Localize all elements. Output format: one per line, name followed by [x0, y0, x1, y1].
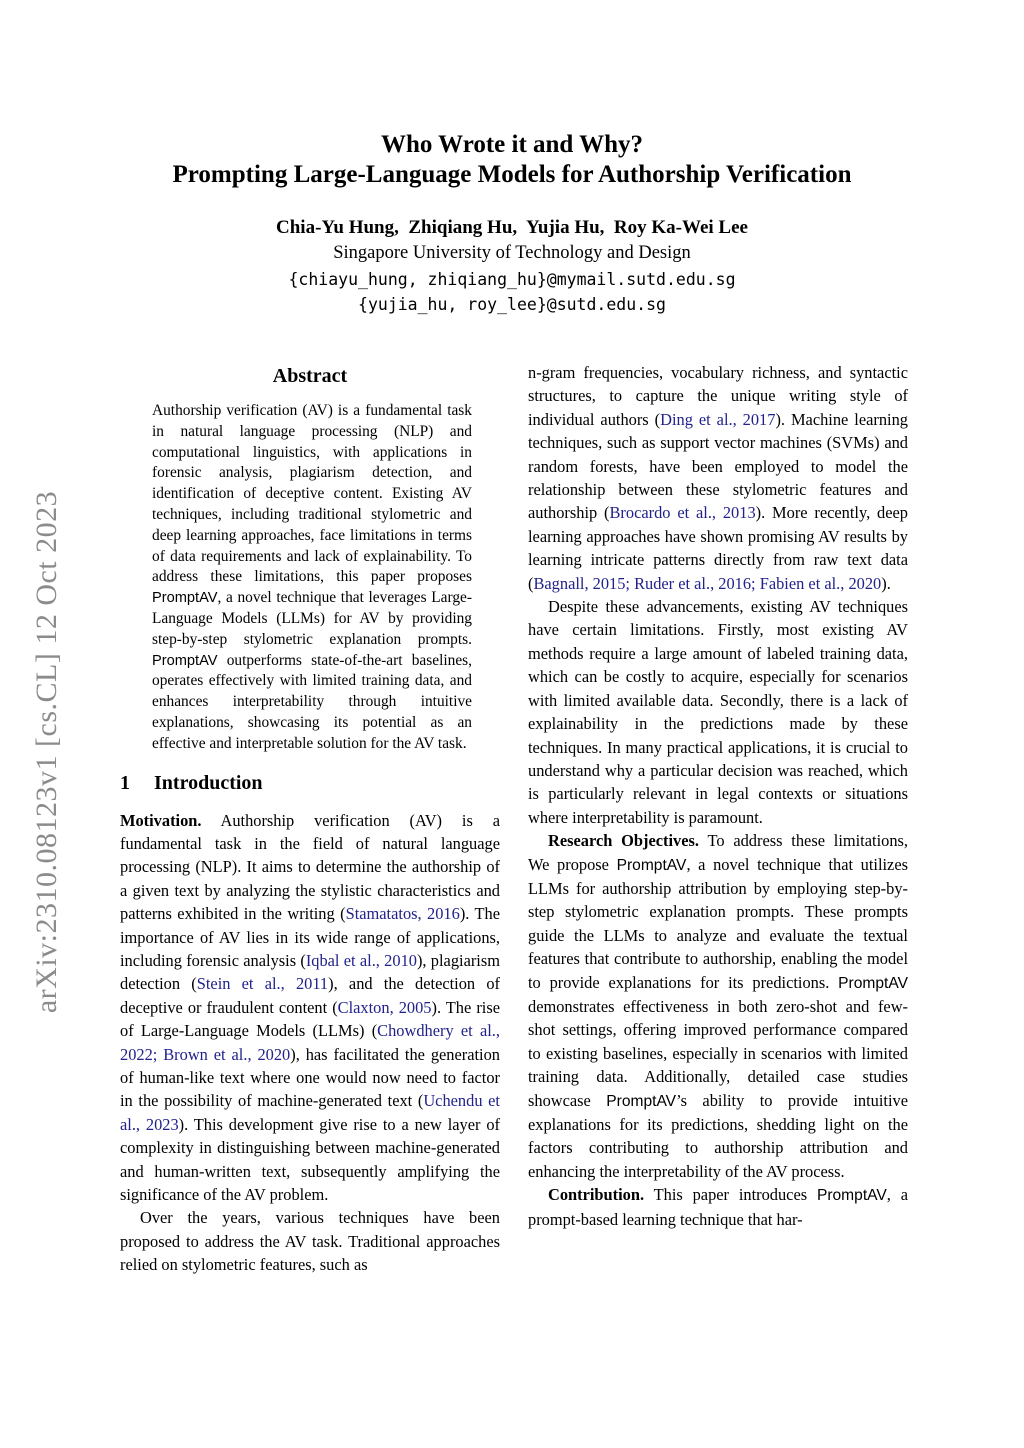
arxiv-watermark: arXiv:2310.08123v1 [cs.CL] 12 Oct 2023 [30, 490, 63, 1014]
affiliation-line: Singapore University of Technology and Design [333, 243, 691, 263]
text-run: ). The importance of AV lies in its wide range of applications, including forensic analysis ( [120, 904, 500, 970]
paper-title-line-1: Who Wrote it and Why? [380, 131, 644, 158]
text-run: This paper introduces [644, 1185, 817, 1205]
text-run: , a novel technique that utilizes LLMs for authorship attribution by employing step-by-step stylometric explanation prompts. These prompts guide the LLMs to analyze and evaluate the textual features that contribute to authorship, enabling the model to provide explanations for its predictions. [528, 854, 908, 992]
paper-title-line-2: Prompting Large-Language Models for Authorship Verification [172, 161, 852, 188]
citation-link[interactable]: Chowdhery et al., 2022; Brown et al., 2020 [120, 1021, 500, 1064]
citation-link[interactable]: Stein et al., 2011 [196, 974, 329, 994]
text-run: n-gram frequencies, vocabulary richness, and syntactic structures, to capture the unique writing style of individual authors ( [528, 363, 908, 429]
text-run: , a novel technique that leverages Large-Language Models (LLMs) for AV by providing step-by-step stylometric explanation prompts. [152, 589, 472, 648]
abstract-heading: Abstract [272, 365, 348, 387]
text-run: ), has facilitated the generation of human-like text where one would now need to factor in the possibility of machine-generated text ( [120, 1044, 500, 1111]
paragraph-research-objectives [528, 829, 908, 1183]
section-heading-introduction [120, 772, 500, 795]
run-in-heading: Contribution. [548, 1185, 645, 1205]
text-run: outperforms state-of-the-art baselines, operates effectively with limited training data, and enhances interpretability through intuitive explanations, showcasing its potential as an effective and interpretable solution for the AV task. [152, 651, 472, 752]
email-line-1: {chiayu_hung, zhiqiang_hu}@mymail.sutd.edu.sg [288, 270, 736, 289]
text-run: , a prompt-based learning technique that har- [528, 1185, 908, 1229]
section-title: Introduction [154, 771, 263, 794]
text-run: ). [881, 573, 891, 593]
system-name: PromptAV [838, 974, 908, 992]
text-run: ), plagiarism detection ( [120, 950, 500, 994]
text-run: demonstrates effectiveness in both zero-shot and few-shot settings, offering improved performance compared to existing baselines, especially in scenarios with limited training data. Additionally, detailed case studies showcase [528, 996, 908, 1110]
text-run: Despite these advancements, existing AV techniques have certain limitations. Firstly, most existing AV methods require a large amount of labeled training data, which can be costly to acquire, especially for scenarios with limited available data. Secondly, there is a lack of explainability in the predictions made by these techniques. In many practical applications, it is crucial to understand why a particular decision was reached, which is particularly relevant in legal contexts or situations where interpretability is paramount. [528, 597, 908, 827]
citation-link[interactable]: Brocardo et al., 2013 [609, 503, 756, 523]
text-run: Authorship verification (AV) is a fundamental task in the field of natural language processing (NLP). It aims to determine the authorship of a given text by analyzing the stylistic characteristics and patterns exhibited in the writing ( [120, 810, 500, 924]
email-line-2: {yujia_hu, roy_lee}@sutd.edu.sg [358, 295, 666, 314]
paragraph [528, 595, 908, 829]
run-in-heading: Research Objectives. [548, 831, 699, 851]
citation-link[interactable]: Uchendu et al., 2023 [120, 1091, 500, 1134]
citation-link[interactable]: Bagnall, 2015; Ruder et al., 2016; Fabien et al., 2020 [533, 573, 882, 593]
citation-link[interactable]: Stamatatos, 2016 [345, 904, 460, 924]
system-name: PromptAV [606, 1092, 677, 1110]
section-number: 1 [120, 771, 130, 794]
text-run: ’s ability to provide intuitive explanations for its predictions, shedding light on the factors contributing to authorship attribution and enhancing the interpretability of the AV process. [528, 1090, 908, 1181]
text-run: ). More recently, deep learning approaches have shown promising AV results by learning intricate patterns directly from raw text data ( [528, 503, 908, 593]
text-run: ). The rise of Large-Language Models (LLMs) ( [120, 997, 500, 1041]
left-column [120, 363, 500, 1277]
paragraph [528, 361, 908, 595]
abstract-body [152, 401, 472, 755]
paragraph-contribution [528, 1183, 908, 1231]
authors-line: Chia-Yu Hung, Zhiqiang Hu, Yujia Hu, Roy Ka-Wei Lee [276, 217, 748, 238]
citation-link[interactable]: Ding et al., 2017 [660, 409, 776, 429]
system-name: PromptAV [152, 590, 218, 607]
citation-link[interactable]: Claxton, 2005 [337, 997, 432, 1017]
run-in-heading: Motivation. [120, 810, 202, 830]
system-name: PromptAV [152, 652, 218, 669]
citation-link[interactable]: Iqbal et al., 2010 [305, 950, 417, 970]
text-run: ). Machine learning techniques, such as support vector machines (SVMs) and random forests, have been employed to model the relationship between these stylometric features and authorship ( [528, 409, 908, 523]
text-run: ), and the detection of deceptive or fraudulent content ( [120, 974, 500, 1017]
text-run: ). This development give rise to a new layer of complexity in distinguishing between machine-generated and human-written text, subsequently amplifying the significance of the AV problem. [120, 1114, 500, 1205]
paragraph-motivation [120, 809, 500, 1207]
text-run: To address these limitations, We propose [528, 831, 908, 874]
system-name: PromptAV [616, 856, 687, 874]
system-name: PromptAV [816, 1187, 887, 1205]
paragraph [120, 1206, 500, 1276]
text-run: Over the years, various techniques have been proposed to address the AV task. Traditional approaches relied on stylometric features, such as [120, 1208, 500, 1275]
right-column [528, 361, 908, 1231]
title-block [0, 130, 1024, 314]
text-run: Authorship verification (AV) is a fundamental task in natural language processing (NLP) and computational linguistics, with applications in forensic analysis, plagiarism detection, and identification of deceptive content. Existing AV techniques, including traditional stylometric and deep learning approaches, face limitations in terms of data requirements and lack of explainability. To address these limitations, this paper proposes [152, 402, 472, 586]
